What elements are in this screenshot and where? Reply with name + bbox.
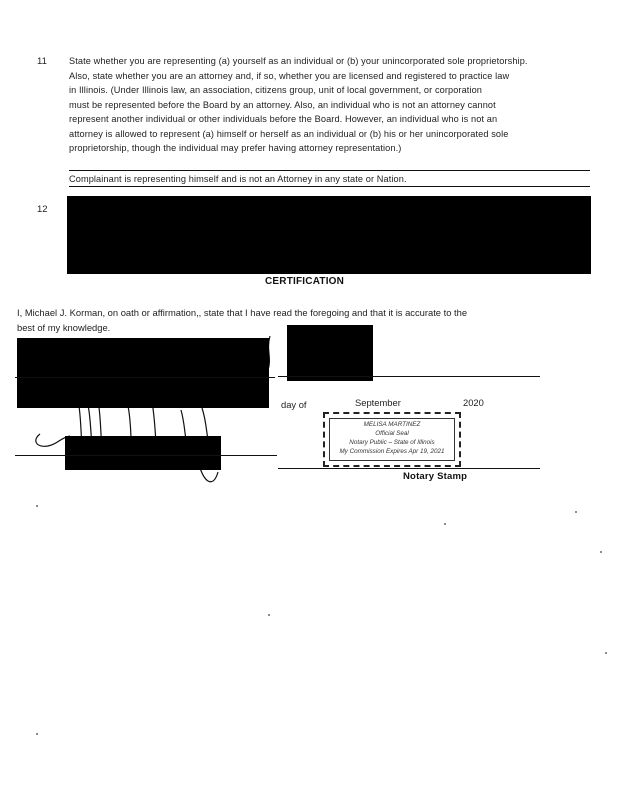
scan-speck xyxy=(36,733,38,735)
notary-seal-line: MELISA MARTINEZ xyxy=(363,421,421,428)
redaction-block-date-day xyxy=(287,325,373,381)
notary-seal-line: Official Seal xyxy=(375,430,409,437)
signature-line xyxy=(15,377,275,378)
year-value: 2020 xyxy=(463,397,484,408)
question-11-number: 11 xyxy=(37,56,47,67)
notary-seal-inner-border xyxy=(329,418,455,461)
scan-speck xyxy=(36,505,38,507)
question-11-line: proprietorship, though the individual may prefer having attorney representation.) xyxy=(69,143,402,153)
scan-speck xyxy=(575,511,577,513)
scan-speck xyxy=(444,523,446,525)
date-line xyxy=(278,376,540,377)
notary-stamp-line xyxy=(278,468,540,469)
redaction-block-question-12 xyxy=(67,196,591,274)
question-11-answer: Complainant is representing himself and is not an Attorney in any state or Nation. xyxy=(69,174,407,184)
signature-stroke xyxy=(200,468,218,482)
answer-top-rule xyxy=(69,170,590,171)
scan-speck xyxy=(600,551,602,553)
question-11-text xyxy=(69,54,589,156)
notary-seal-line: Notary Public – State of Illinois xyxy=(349,439,435,446)
redaction-block-signature xyxy=(17,338,269,408)
question-12-number: 12 xyxy=(37,204,48,215)
certification-statement-line: I, Michael J. Korman, on oath or affirmation,, state that I have read the foregoing and that it is accurate to the xyxy=(17,307,468,318)
question-11-line: Also, state whether you are an attorney and, if so, whether you are licensed and registered to practice law xyxy=(69,70,510,81)
answer-bottom-rule xyxy=(69,186,590,187)
question-11-line: attorney is allowed to represent (a) himself or herself as an individual or (b) his or her unincorporated sole xyxy=(69,128,509,139)
redaction-block-notary-name xyxy=(65,436,221,470)
scan-speck xyxy=(268,614,270,616)
notary-seal-line: My Commission Expires Apr 19, 2021 xyxy=(339,448,445,455)
question-11-line: represent another individual or other individuals before the Board. However, an individual who is not an xyxy=(69,114,498,124)
scan-speck xyxy=(605,652,607,654)
certification-heading: CERTIFICATION xyxy=(265,276,345,287)
question-11-line: must be represented before the Board by an attorney. Also, an individual who is not an attorney cannot xyxy=(69,99,496,110)
question-11-line: State whether you are representing (a) yourself as an individual or (b) your unincorporated sole proprietorship. xyxy=(69,56,528,66)
notary-signature-line xyxy=(15,455,277,456)
month-value: September xyxy=(355,397,401,408)
notary-stamp-caption: Notary Stamp xyxy=(403,471,468,482)
notary-seal xyxy=(323,412,461,467)
question-11-line: in Illinois. (Under Illinois law, an association, citizens group, unit of local government, or corporation xyxy=(69,85,483,95)
day-of-label: day of xyxy=(281,399,307,410)
certification-statement-line: best of my knowledge. xyxy=(17,322,111,333)
